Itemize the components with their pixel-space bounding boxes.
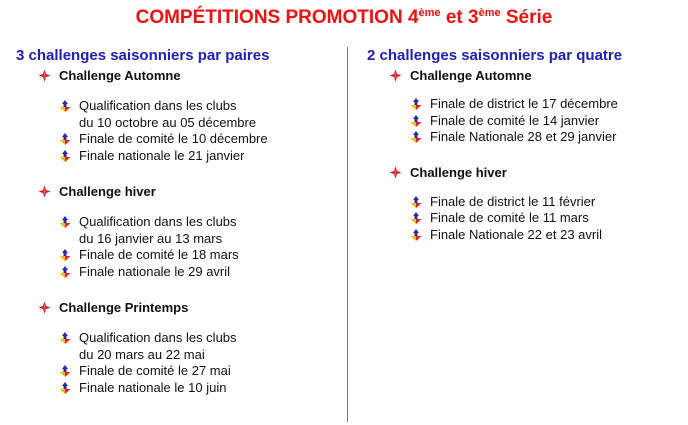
challenge-header [389,66,682,84]
list-item [59,131,341,148]
tricolor-arrow-icon [410,131,422,143]
challenge-header [38,66,341,84]
tricolor-arrow-icon [59,150,71,162]
list-item [410,210,682,227]
title-text: Série [500,7,553,28]
list-item [59,214,341,247]
tricolor-arrow-icon [59,365,71,377]
list-item [59,330,341,363]
list-item [59,148,341,165]
list-item [59,98,341,131]
list-item-text: Finale de comité le 14 janvier [430,112,600,128]
challenge-item-list [389,96,682,146]
red-diamond-icon [38,185,51,198]
challenge-item-list [38,98,341,164]
red-diamond-icon [389,166,402,179]
title-text: COMPÉTITIONS PROMOTION 4 [135,7,419,28]
challenge-block [38,66,341,164]
challenge-item-list [389,194,682,244]
list-item [410,113,682,130]
challenge-block [389,66,682,146]
list-item-text: Qualification dans les clubs du 20 mars au 22 mai [79,330,237,362]
list-item-text: Finale Nationale 28 et 29 janvier [430,129,617,144]
challenge-header [389,164,682,182]
right-column-heading: 2 challenges saisonniers par quatre [367,47,623,64]
list-item [59,264,341,281]
tricolor-arrow-icon [410,196,422,208]
challenge-block [38,298,341,396]
red-diamond-icon [389,69,402,82]
list-item-text: Finale nationale le 29 avril [79,263,231,279]
tricolor-arrow-icon [59,266,71,278]
page-title [0,7,688,29]
list-item-text: Finale nationale le 10 juin [79,379,227,395]
list-item [410,194,682,211]
right-column [367,46,682,243]
tricolor-arrow-icon [59,332,71,344]
tricolor-arrow-icon [59,382,71,394]
challenge-name: Challenge hiver [59,183,156,199]
list-item-text: Qualification dans les clubs du 16 janvier au 13 mars [79,214,237,246]
list-item-text: Finale Nationale 22 et 23 avril [430,226,602,242]
list-item-text: Finale nationale le 21 janvier [79,147,245,163]
list-item [410,227,682,244]
list-item [410,96,682,113]
tricolor-arrow-icon [410,98,422,110]
tricolor-arrow-icon [410,229,422,241]
challenge-name: Challenge Printemps [59,299,189,315]
left-column-heading: 3 challenges saisonniers par paires [16,47,270,64]
challenge-block [38,182,341,280]
tricolor-arrow-icon [410,115,422,127]
tricolor-arrow-icon [59,100,71,112]
title-superscript: ème [418,7,441,19]
left-column [16,46,341,396]
challenge-header [38,182,341,200]
list-item-text: Finale de comité le 10 décembre [79,131,268,146]
tricolor-arrow-icon [410,212,422,224]
red-diamond-icon [38,69,51,82]
tricolor-arrow-icon [59,133,71,145]
list-item-text: Finale de comité le 18 mars [79,247,239,262]
list-item-text: Finale de district le 11 février [430,193,596,209]
tricolor-arrow-icon [59,249,71,261]
challenge-item-list [38,214,341,280]
column-divider [347,47,348,422]
list-item-text: Finale de district le 17 décembre [430,96,618,111]
list-item [59,380,341,397]
list-item [59,363,341,380]
challenge-name: Challenge Automne [59,67,181,83]
title-superscript: ème [478,7,501,19]
challenge-header [38,298,341,316]
list-item [410,129,682,146]
challenge-block [389,164,682,244]
list-item-text: Qualification dans les clubs du 10 octobre au 05 décembre [79,98,257,130]
title-text: et 3 [440,7,479,28]
challenge-name: Challenge hiver [410,165,507,180]
list-item-text: Finale de comité le 27 mai [79,363,231,378]
challenge-name: Challenge Automne [410,67,532,83]
challenge-item-list [38,330,341,396]
red-diamond-icon [38,301,51,314]
list-item [59,247,341,264]
list-item-text: Finale de comité le 11 mars [430,210,589,225]
tricolor-arrow-icon [59,216,71,228]
